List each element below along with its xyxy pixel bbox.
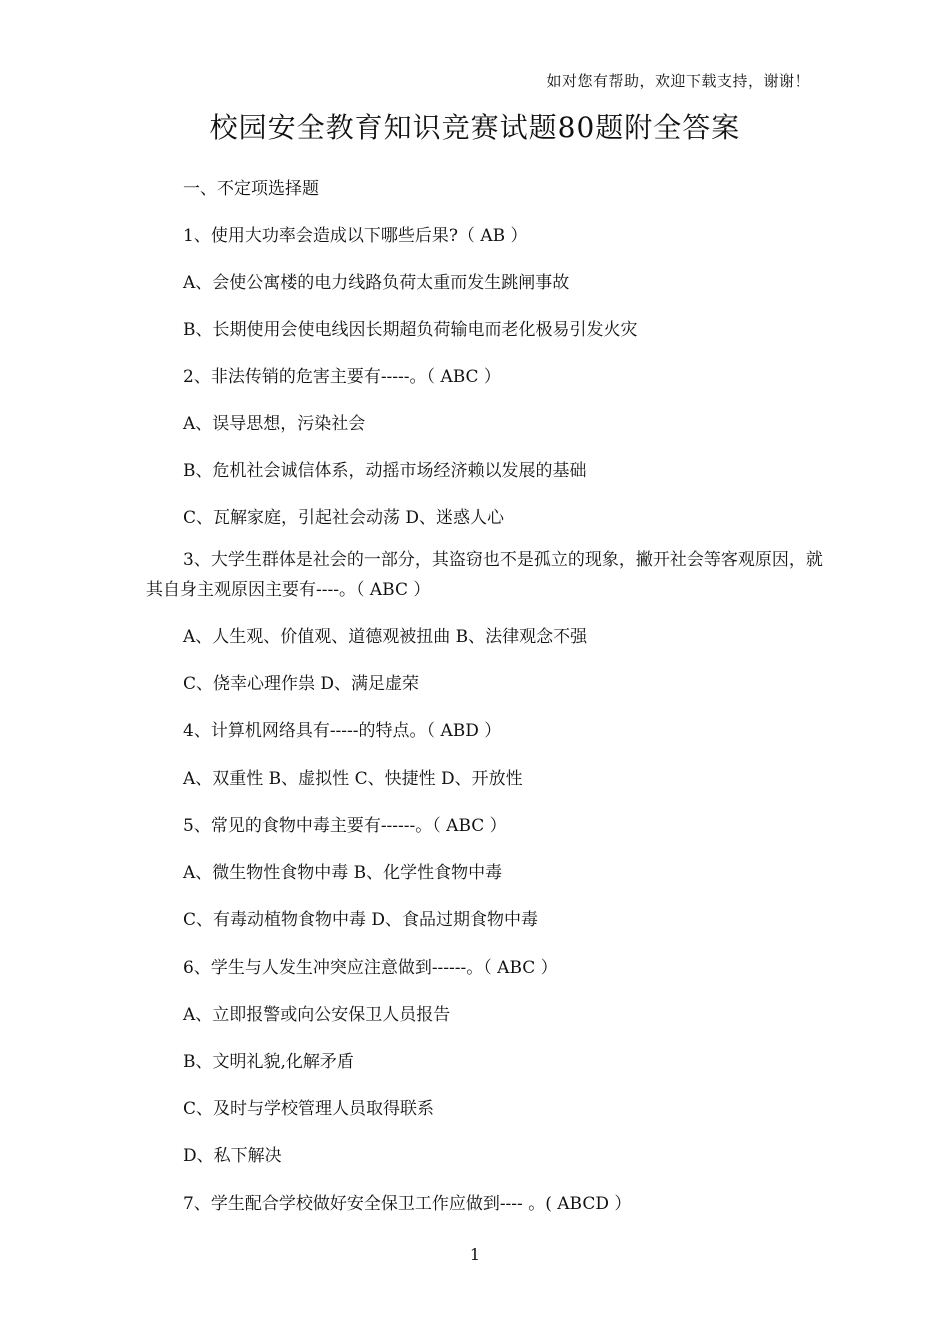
header-note: 如对您有帮助，欢迎下载支持，谢谢！ xyxy=(546,72,810,90)
option-line: A、微生物性食物中毒 B、化学性食物中毒 xyxy=(183,863,503,883)
option-line: D、私下解决 xyxy=(183,1146,282,1166)
question-3: 3、大学生群体是社会的一部分，其盗窃也不是孤立的现象，撇开社会等客观原因，就其自身主观原因主要有----。（ ABC ） xyxy=(146,550,823,600)
question-2: 2、非法传销的危害主要有-----。（ ABC ） xyxy=(183,367,501,387)
option-line: B、文明礼貌,化解矛盾 xyxy=(183,1052,354,1072)
option-line: C、瓦解家庭，引起社会动荡 D、迷惑人心 xyxy=(183,508,505,528)
question-7: 7、学生配合学校做好安全保卫工作应做到---- 。( ABCD ） xyxy=(183,1194,632,1214)
question-4: 4、计算机网络具有-----的特点。（ ABD ） xyxy=(183,721,502,741)
document-title: 校园安全教育知识竞赛试题80题附全答案 xyxy=(209,111,741,144)
option-line: A、人生观、价值观、道德观被扭曲 B、法律观念不强 xyxy=(183,627,588,647)
section-heading: 一、不定项选择题 xyxy=(183,179,319,199)
option-line: C、侥幸心理作祟 D、满足虚荣 xyxy=(183,674,420,694)
page-number: 1 xyxy=(469,1245,481,1264)
option-line: B、危机社会诚信体系，动摇市场经济赖以发展的基础 xyxy=(183,461,587,481)
option-line: B、长期使用会使电线因长期超负荷输电而老化极易引发火灾 xyxy=(183,320,638,340)
option-line: A、误导思想，污染社会 xyxy=(183,414,366,434)
question-1: 1、使用大功率会造成以下哪些后果?（ AB ） xyxy=(183,226,528,246)
option-line: C、及时与学校管理人员取得联系 xyxy=(183,1099,435,1119)
option-line: C、有毒动植物食物中毒 D、食品过期食物中毒 xyxy=(183,910,539,930)
option-line: A、立即报警或向公安保卫人员报告 xyxy=(183,1005,451,1025)
option-line: A、会使公寓楼的电力线路负荷太重而发生跳闸事故 xyxy=(183,273,570,293)
question-6: 6、学生与人发生冲突应注意做到------。（ ABC ） xyxy=(183,958,558,978)
option-line: A、双重性 B、虚拟性 C、快捷性 D、开放性 xyxy=(183,769,523,789)
question-5: 5、常见的食物中毒主要有------。（ ABC ） xyxy=(183,816,507,836)
